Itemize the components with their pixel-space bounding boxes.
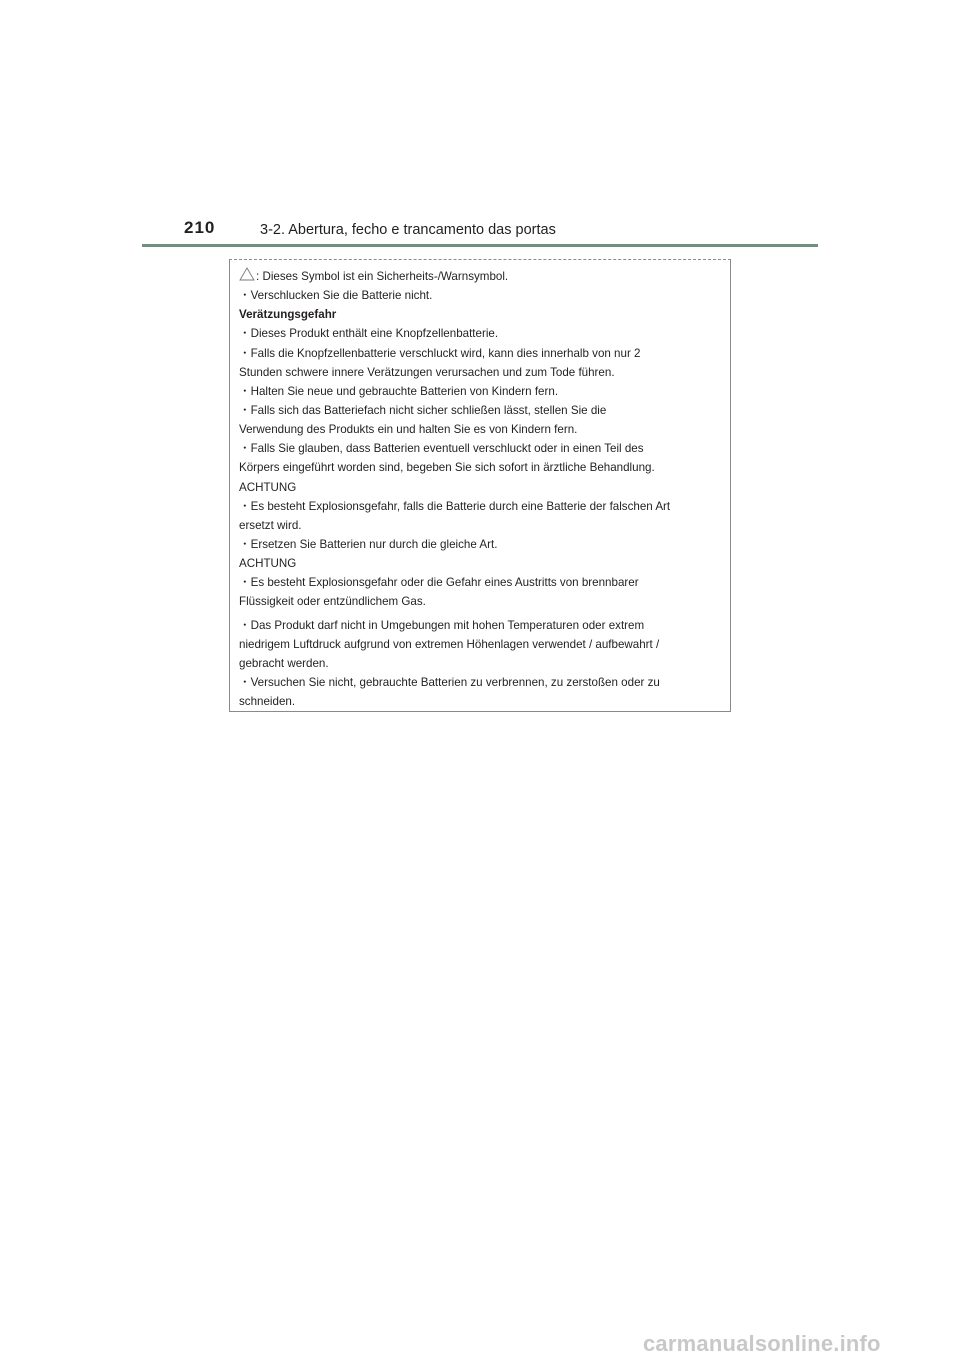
notice-line: ACHTUNG bbox=[239, 480, 297, 494]
notice-line: gebracht werden. bbox=[239, 656, 329, 670]
notice-line: ・Dieses Produkt enthält eine Knopfzellenbatterie. bbox=[239, 327, 499, 341]
notice-line: ・Falls Sie glauben, dass Batterien eventuell verschluckt oder in einen Teil des bbox=[239, 442, 644, 456]
section-title: 3-2. Abertura, fecho e trancamento das portas bbox=[260, 222, 556, 238]
notice-lines bbox=[239, 267, 725, 711]
notice-line: ・Verschlucken Sie die Batterie nicht. bbox=[239, 289, 433, 303]
notice-symbol-line bbox=[239, 267, 725, 286]
notice-heading: Verätzungsgefahr bbox=[239, 308, 337, 322]
notice-line: Verwendung des Produkts ein und halten Sie es von Kindern fern. bbox=[239, 423, 578, 437]
notice-line: ・Falls die Knopfzellenbatterie verschluckt wird, kann dies innerhalb von nur 2 bbox=[239, 346, 641, 360]
notice-line: ACHTUNG bbox=[239, 557, 297, 571]
notice-symbol-text: : Dieses Symbol ist ein Sicherheits-/Warnsymbol. bbox=[256, 270, 509, 283]
notice-line: Stunden schwere innere Verätzungen verursachen und zum Tode führen. bbox=[239, 365, 615, 379]
watermark: carmanualsonline.info bbox=[643, 1331, 881, 1356]
notice-line: niedrigem Luftdruck aufgrund von extremen Höhenlagen verwendet / aufbewahrt / bbox=[239, 637, 660, 651]
notice-line: ・Versuchen Sie nicht, gebrauchte Batterien zu verbrennen, zu zerstoßen oder zu bbox=[239, 675, 660, 689]
notice-line: ersetzt wird. bbox=[239, 518, 302, 532]
notice-line: schneiden. bbox=[239, 695, 296, 709]
notice-line: ・Halten Sie neue und gebrauchte Batterien von Kindern fern. bbox=[239, 384, 559, 398]
notice-line: ・Es besteht Explosionsgefahr oder die Gefahr eines Austritts von brennbarer bbox=[239, 576, 639, 590]
header-rule bbox=[142, 244, 818, 247]
notice-line: Körpers eingeführt worden sind, begeben Sie sich sofort in ärztliche Behandlung. bbox=[239, 461, 655, 475]
warning-triangle-icon bbox=[239, 267, 255, 281]
notice-line: ・Es besteht Explosionsgefahr, falls die Batterie durch eine Batterie der falschen Art bbox=[239, 499, 671, 513]
notice-line: ・Falls sich das Batteriefach nicht sicher schließen lässt, stellen Sie die bbox=[239, 403, 607, 417]
page-number: 210 bbox=[184, 218, 216, 237]
battery-warning-box bbox=[229, 259, 731, 712]
notice-line: ・Ersetzen Sie Batterien nur durch die gleiche Art. bbox=[239, 537, 498, 551]
notice-line: Flüssigkeit oder entzündlichem Gas. bbox=[239, 595, 426, 609]
notice-line: ・Das Produkt darf nicht in Umgebungen mit hohen Temperaturen oder extrem bbox=[239, 618, 645, 632]
page-header bbox=[142, 214, 818, 248]
